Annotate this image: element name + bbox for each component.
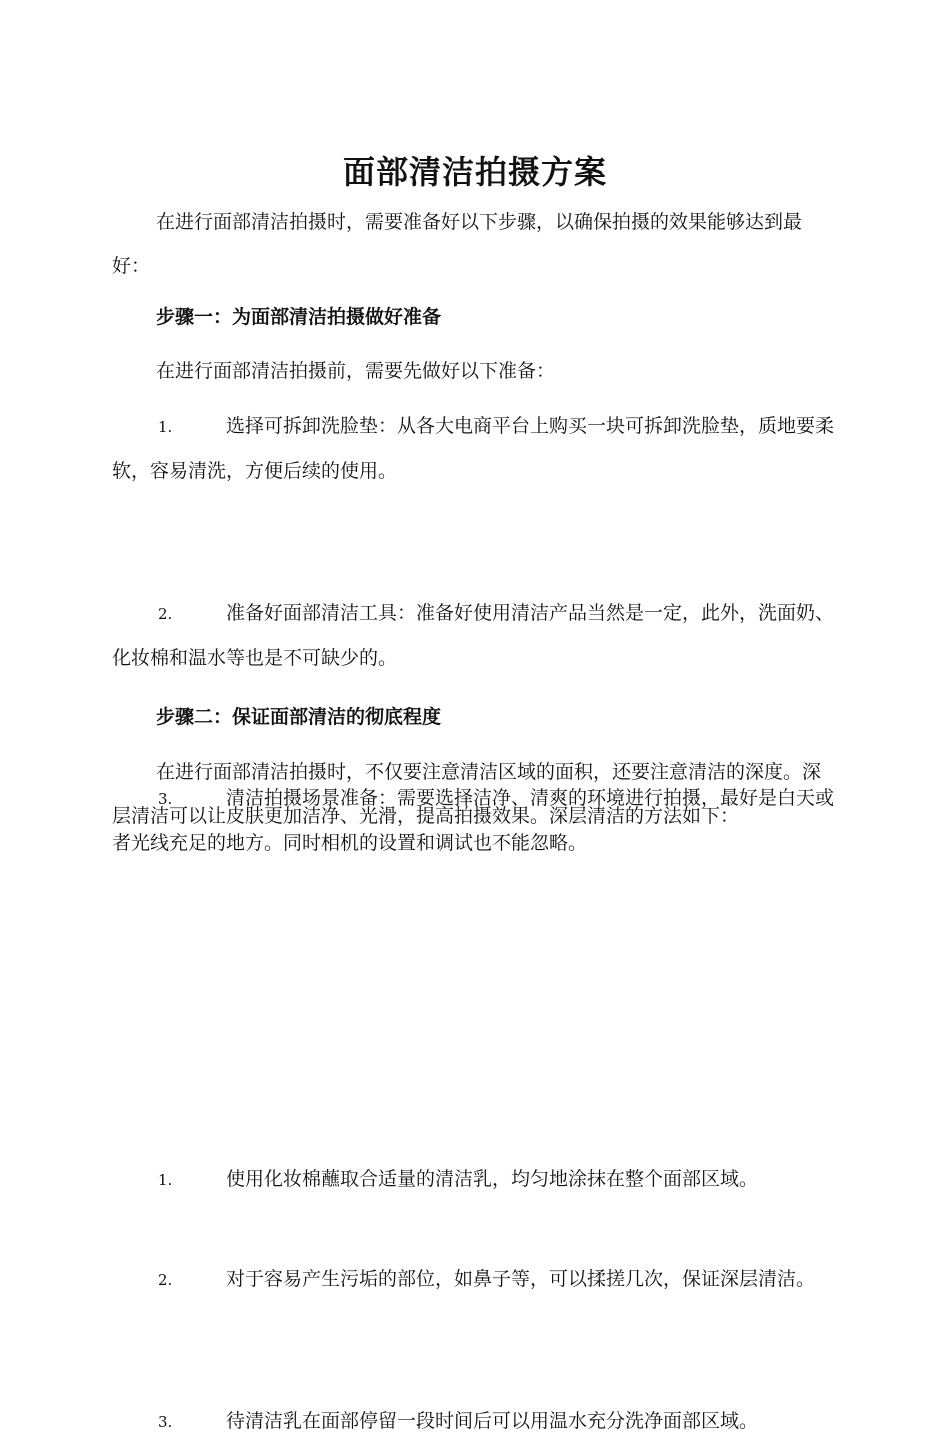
step2-list-item [112,1157,836,1202]
list-item-text: 选择可拆卸洗脸垫：从各大电商平台上购买一块可拆卸洗脸垫，质地要柔软，容易清洗，方便后续的使用。 [112,415,835,482]
list-item-number: 2. [158,605,173,623]
step2-list-item [112,1257,836,1302]
intro-paragraph: 在进行面部清洁拍摄时，需要准备好以下步骤，以确保拍摄的效果能够达到最好： [112,211,803,277]
document-title: 面部清洁拍摄方案 [342,153,607,191]
step2-heading: 步骤二：保证面部清洁的彻底程度 [156,706,442,728]
step1-lead-paragraph: 在进行面部清洁拍摄前，需要先做好以下准备： [156,360,556,382]
step1-heading: 步骤一：为面部清洁拍摄做好准备 [156,306,442,328]
step2-lead-paragraph: 在进行面部清洁拍摄时，不仅要注意清洁区域的面积，还要注意清洁的深度。深层清洁可以让皮肤更加洁净、光滑，提高拍摄效果。深层清洁的方法如下： [112,761,822,827]
list-item-text: 使用化妆棉蘸取合适量的清洁乳，均匀地涂抹在整个面部区域。 [226,1168,759,1190]
list-item-number: 1. [158,1171,173,1189]
list-item-number: 3. [158,1413,173,1431]
list-item-number: 3. [158,790,173,808]
list-item-text: 准备好面部清洁工具：准备好使用清洁产品当然是一定，此外，洗面奶、化妆棉和温水等也是不可缺少的。 [112,602,835,669]
list-item-text: 清洁拍摄场景准备：需要选择洁净、清爽的环境进行拍摄，最好是白天或者光线充足的地方。同时相机的设置和调试也不能忽略。 [112,787,835,854]
step1-list-item [112,404,836,493]
list-item-text: 对于容易产生污垢的部位，如鼻子等，可以揉搓几次，保证深层清洁。 [226,1268,816,1290]
list-item-number: 2. [158,1271,173,1289]
list-item-text: 待清洁乳在面部停留一段时间后可以用温水充分洗净面部区域。 [226,1410,759,1432]
list-item-number: 1. [158,418,173,436]
step2-list-item [112,1399,836,1444]
step1-list-item [112,591,836,680]
